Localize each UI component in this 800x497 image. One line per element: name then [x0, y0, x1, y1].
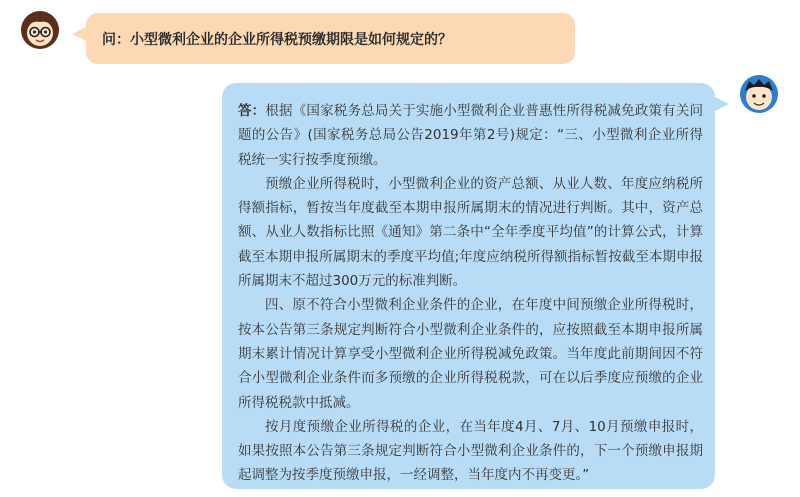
answer-paragraph-1-text: 根据《国家税务总局关于实施小型微利企业普惠性所得税减免政策有关问题的公告》(国家税务总局公告2019年第2号)规定：“三、小型微利企业所得税统一实行按季度预缴。 [238, 103, 704, 168]
answer-paragraph-3: 四、原不符合小型微利企业条件的企业，在年度中间预缴企业所得税时，按本公告第三条规定判断符合小型微利企业条件的，应按照截至本期申报所属期末累计情况计算享受小型微利企业所得税减免政策。当年度此前期间因不符合小型微利企业条件而多预缴的企业所得税税款，可在以后季度应预缴的企业所得税税款中抵减。 [238, 297, 703, 411]
girl-avatar-icon [20, 10, 60, 50]
answer-paragraph-2: 预缴企业所得税时，小型微利企业的资产总额、从业人数、年度应纳税所得额指标，暂按当年度截至本期申报所属期末的情况进行判断。其中，资产总额、从业人数指标比照《通知》第二条中“全年季度平均值”的计算公式，计算截至本期申报所属期末的季度平均值;年度应纳税所得额指标暂按截至本期申报所属期末不超过300万元的标准判断。 [238, 175, 703, 290]
boy-avatar-icon [739, 74, 779, 114]
question-bubble [86, 13, 575, 64]
question-text: 问：小型微利企业的企业所得税预缴期限是如何规定的？ [102, 31, 452, 48]
answer-paragraph-4: 按月度预缴企业所得税的企业，在当年度4月、7月、10月预缴申报时，如果按照本公告第三条规定判断符合小型微利企业条件的，下一个预缴申报期起调整为按季度预缴申报，一经调整，当年度内不再变更。” [238, 418, 703, 484]
answer-bubble [222, 83, 715, 489]
answer-paragraph-1 [238, 99, 703, 172]
answer-lead: 答： [238, 103, 266, 119]
